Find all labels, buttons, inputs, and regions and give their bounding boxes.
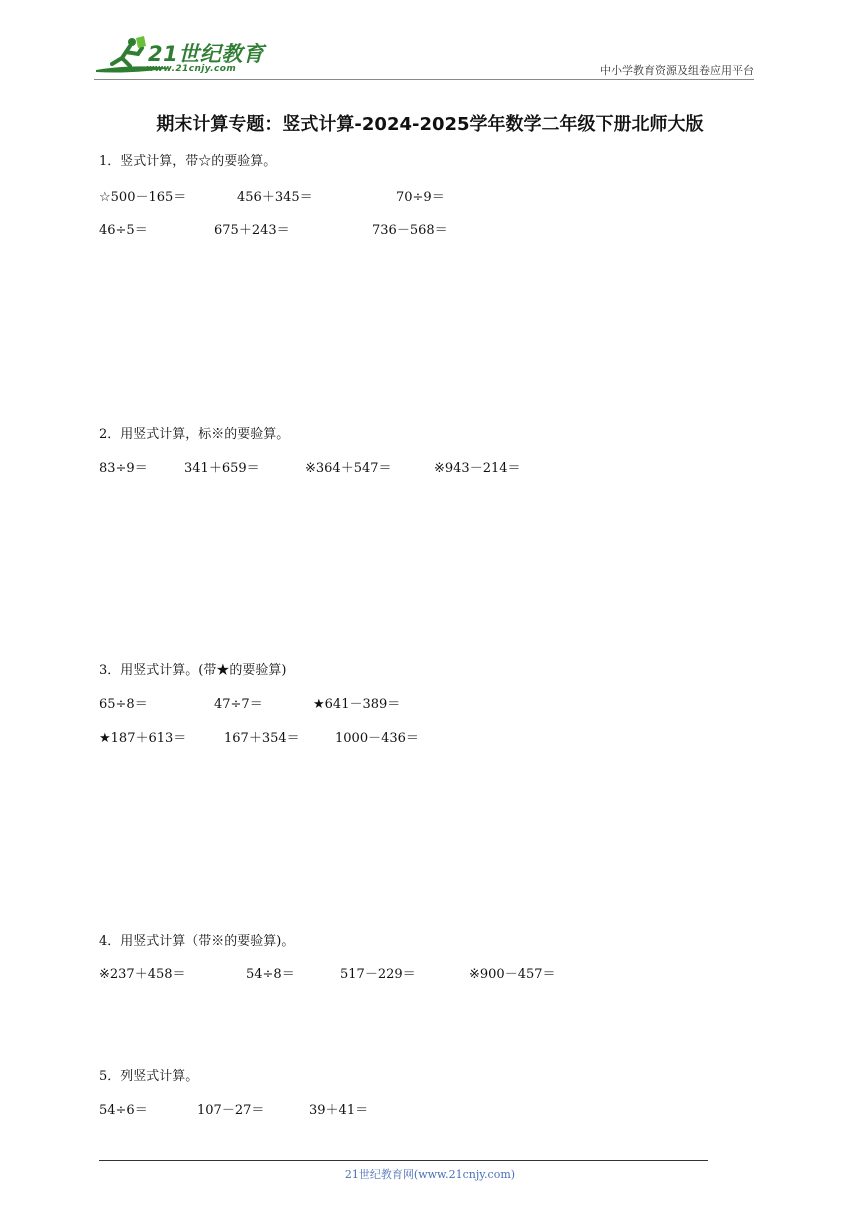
header-platform-text: 中小学教育资源及组卷应用平台 (600, 64, 754, 77)
expression: ※900－457＝ (469, 967, 556, 982)
expression: 65÷8＝ (99, 697, 148, 712)
expression: 107－27＝ (197, 1103, 265, 1118)
expression: 675＋243＝ (214, 223, 290, 238)
question-1-heading: 1．竖式计算，带☆的要验算。 (99, 154, 277, 169)
expression: ★187＋613＝ (99, 731, 187, 746)
expression: ☆500－165＝ (99, 190, 187, 205)
expression: 456＋345＝ (237, 190, 313, 205)
expression: 54÷8＝ (246, 967, 295, 982)
question-4-heading: 4．用竖式计算（带※的要验算)。 (99, 934, 295, 949)
expression: ※237＋458＝ (99, 967, 186, 982)
question-2-heading: 2．用竖式计算，标※的要验算。 (99, 427, 290, 442)
expression: 83÷9＝ (99, 461, 148, 476)
expression: 341＋659＝ (184, 461, 260, 476)
expression: 46÷5＝ (99, 223, 148, 238)
header-divider (94, 79, 754, 80)
expression: 517－229＝ (340, 967, 416, 982)
expression: ※364＋547＝ (305, 461, 392, 476)
expression: 736－568＝ (372, 223, 448, 238)
page-title: 期末计算专题：竖式计算-2024-2025学年数学二年级下册北师大版 (156, 114, 704, 135)
footer-divider (99, 1160, 708, 1161)
logo-text: 21世纪教育 (148, 42, 265, 66)
question-5-heading: 5．列竖式计算。 (99, 1069, 199, 1084)
question-3-heading: 3．用竖式计算。(带★的要验算) (99, 663, 287, 678)
expression: ※943－214＝ (434, 461, 521, 476)
expression: 1000－436＝ (335, 731, 419, 746)
expression: 39＋41＝ (309, 1103, 369, 1118)
expression: 54÷6＝ (99, 1103, 148, 1118)
footer-link[interactable]: 21世纪教育网(www.21cnjy.com) (344, 1168, 516, 1181)
expression: ★641－389＝ (313, 697, 401, 712)
expression: 167＋354＝ (224, 731, 300, 746)
expression: 70÷9＝ (396, 190, 445, 205)
expression: 47÷7＝ (214, 697, 263, 712)
logo-url: www.21cnjy.com (146, 64, 237, 74)
